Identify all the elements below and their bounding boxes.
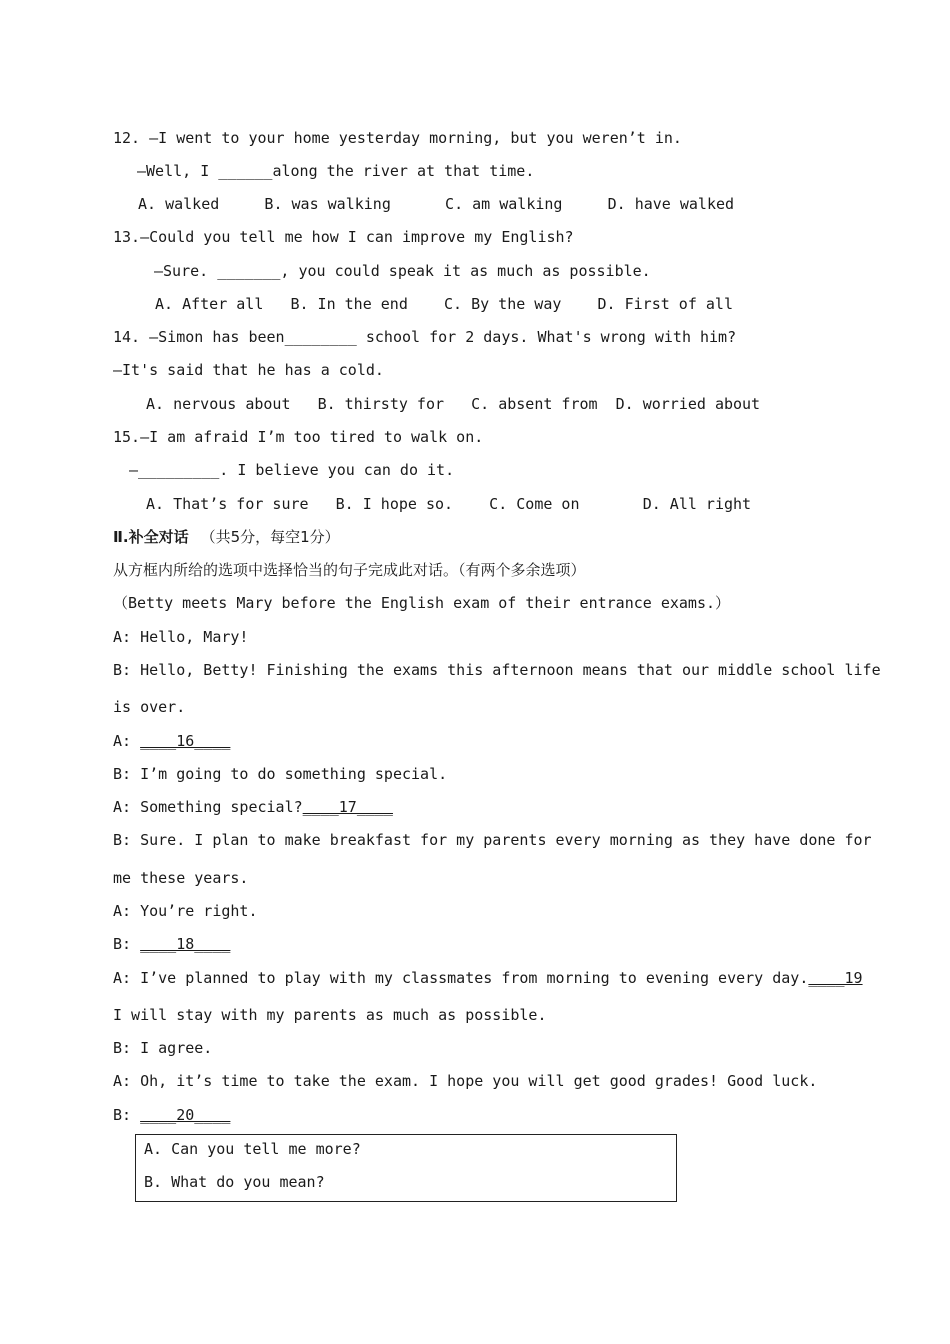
dialogue-line-11: A: Oh, it’s time to take the exam. I hope you will get good grades! Good luck.	[113, 1072, 818, 1090]
speaker-a-label: A:	[113, 732, 141, 750]
dialogue-line-5-text: A: Something special?	[113, 798, 303, 816]
question-14-reply: —It's said that he has a cold.	[113, 361, 384, 379]
dialogue-line-2a: B: Hello, Betty! Finishing the exams this afternoon means that our middle school life	[113, 661, 881, 679]
choice-b: B. What do you mean?	[144, 1173, 325, 1191]
dialogue-line-4: B: I’m going to do something special.	[113, 765, 448, 783]
dialogue-line-2b: is over.	[113, 698, 186, 716]
blank-17: ____17____	[302, 798, 393, 816]
question-13-text: 13.—Could you tell me how I can improve my English?	[113, 228, 574, 246]
dialogue-line-12	[113, 1105, 230, 1125]
dialogue-line-7: A: You’re right.	[113, 902, 258, 920]
blank-19: ____19	[808, 969, 863, 987]
dialogue-line-6b: me these years.	[113, 869, 249, 887]
section-2-title: Ⅱ.补全对话	[113, 528, 189, 546]
dialogue-line-10: B: I agree.	[113, 1039, 213, 1057]
question-12-text: 12. —I went to your home yesterday morning, but you weren’t in.	[113, 129, 682, 147]
question-15-reply: —_________. I believe you can do it.	[129, 461, 455, 479]
question-12-reply: —Well, I ______along the river at that time.	[137, 162, 535, 180]
choices-box	[135, 1134, 677, 1202]
question-14-options: A. nervous about B. thirsty for C. absent from D. worried about	[146, 395, 761, 413]
question-13-reply: —Sure. _______, you could speak it as much as possible.	[154, 262, 651, 280]
blank-20: ____20____	[140, 1106, 231, 1124]
dialogue-line-6a: B: Sure. I plan to make breakfast for my parents every morning as they have done for	[113, 831, 872, 849]
section-2-points: （共5分，每空1分）	[200, 528, 340, 546]
section-2-instruction: 从方框内所给的选项中选择恰当的句子完成此对话。（有两个多余选项）	[113, 561, 586, 579]
question-12-options: A. walked B. was walking C. am walking D. have walked	[138, 195, 735, 213]
section-2-context: （Betty meets Mary before the English exam of their entrance exams.）	[113, 594, 730, 612]
question-13-options: A. After all B. In the end C. By the way D. First of all	[155, 295, 733, 313]
question-14-text: 14. —Simon has been________ school for 2 days. What's wrong with him?	[113, 328, 737, 346]
choice-a: A. Can you tell me more?	[144, 1140, 361, 1158]
question-15-options: A. That’s for sure B. I hope so. C. Come on D. All right	[146, 495, 752, 513]
dialogue-line-5	[113, 797, 393, 817]
dialogue-line-1: A: Hello, Mary!	[113, 628, 249, 646]
speaker-b-label-2: B:	[113, 1106, 141, 1124]
dialogue-line-9	[113, 968, 863, 988]
section-2-header	[113, 527, 340, 547]
dialogue-line-3	[113, 731, 230, 751]
blank-16: ____16____	[140, 732, 231, 750]
dialogue-line-8	[113, 934, 230, 954]
dialogue-line-9-text: A: I’ve planned to play with my classmates from morning to evening every day.	[113, 969, 809, 987]
dialogue-line-9b: I will stay with my parents as much as possible.	[113, 1006, 547, 1024]
blank-18: ____18____	[140, 935, 231, 953]
speaker-b-label: B:	[113, 935, 141, 953]
question-15-text: 15.—I am afraid I’m too tired to walk on.	[113, 428, 484, 446]
